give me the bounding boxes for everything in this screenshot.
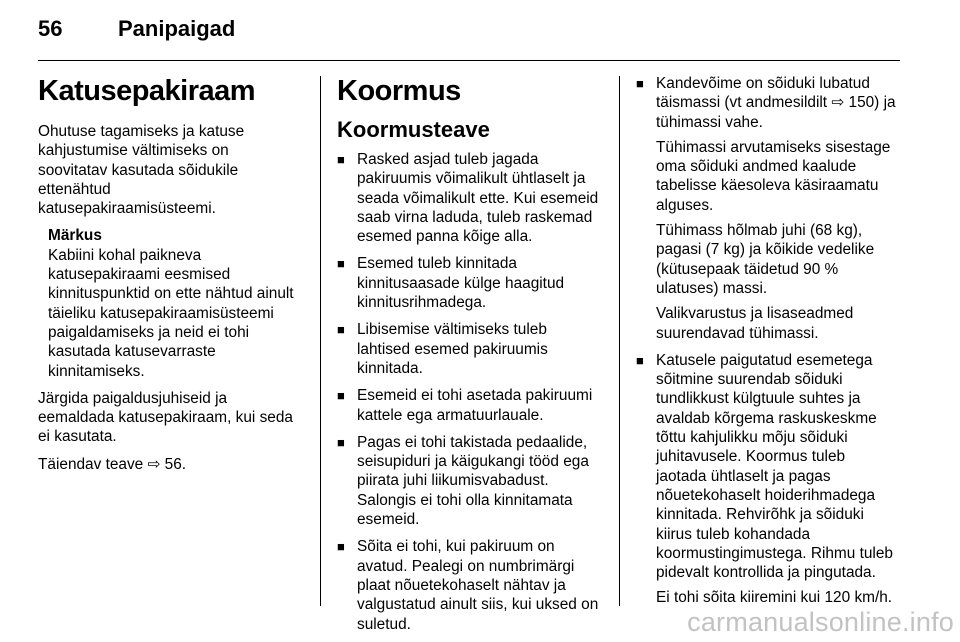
- column-2: [337, 74, 609, 642]
- list-item: ■ Esemeid ei tohi asetada pakiruumi kattele ega armatuurlauale.: [337, 387, 593, 424]
- page-number: 56: [38, 16, 63, 41]
- roof-rack-intro: Ohutuse tagamiseks ja katuse kahjustumise vältimiseks on soovitatav kasutada sõidukile ettenähtud katusepakiraamisüsteemi.: [38, 123, 245, 218]
- column-1: [38, 74, 312, 482]
- more-info-reference: Täiendav teave ⇨ 56.: [38, 455, 187, 473]
- load-heading: Koormus: [337, 75, 461, 107]
- speed-limit-note: Ei tohi sõita kiiremini kui 120 km/h.: [656, 589, 893, 607]
- bullet-icon: ■: [337, 434, 345, 450]
- bullet-icon: ■: [337, 388, 345, 404]
- header-rule: [38, 60, 900, 61]
- list-item: ■ Esemed tuleb kinnitada kinnitusaasade külge haagitud kinnitusrihmadega.: [337, 255, 565, 312]
- install-instructions: Järgida paigaldusjuhiseid ja eemaldada katusepakiraam, kui seda ei kasutata.: [38, 389, 293, 446]
- optional-equipment-note: Valikvarustus ja lisaseadmed suurendavad tühimassi.: [656, 305, 854, 342]
- bullet-icon: ■: [636, 352, 644, 368]
- curb-weight-includes: Tühimass hõlmab juhi (68 kg), pagasi (7 kg) ja kõikide vedelike (kütusepaak täidetud 90 % ulatuses) massi.: [656, 222, 875, 297]
- load-info-subheading: Koormusteave: [337, 117, 490, 142]
- capacity-list: [636, 74, 906, 608]
- list-item: ■ Kandevõime on sõiduki lubatud täismassi (vt andmesildilt ⇨ 150) ja tühimassi vahe. Tühimassi arvutamiseks sisestage oma sõiduki andmed kaalude tabelisse käesoleva käsiraamatu alguses. Tühimass hõlmab juhi (68 kg), pagasi (7 kg) ja kõikide vedelike (kütusepaak täidetud 90 % ulatuses) massi. Valikvarustus ja lisaseadmed suurendavad tühimassi.: [636, 74, 906, 343]
- list-item: ■ Pagas ei tohi takistada pedaalide, seisupiduri ja käigukangi tööd ega piirata juhi liikumisvabadust. Salongis ei tohi olla kinnitamata esemeid.: [337, 433, 589, 529]
- list-item: ■ Sõita ei tohi, kui pakiruum on avatud. Pealegi on numbrimärgi plaat nõuetekohaselt nähtav ja valgustatud ainult siis, kui uksed on suletud.: [337, 538, 599, 633]
- column-divider-1: [320, 76, 321, 606]
- note-block: [38, 226, 312, 380]
- section-title: Panipaigad: [118, 16, 236, 41]
- page-header: [38, 16, 900, 52]
- bullet-icon: ■: [337, 256, 345, 272]
- bullet-icon: ■: [337, 539, 345, 555]
- bullet-icon: ■: [337, 152, 345, 167]
- list-item: ■ Rasked asjad tuleb jagada pakiruumis võimalikult ühtlaselt ja seada võimalikult ette. Kui esemeid saab virna laduda, tuleb raskemad esemed panna kõige alla.: [337, 151, 599, 246]
- note-text: Kabiini kohal paikneva katusepakiraami eesmised kinnituspunktid on ette nähtud ainult täieliku katusepakiraamisüsteemi paigaldamiseks ja neid ei tohi kasutada katusevarraste kinnitamiseks.: [48, 246, 294, 380]
- load-info-list: [337, 150, 609, 634]
- curb-weight-calc: Tühimassi arvutamiseks sisestage oma sõiduki andmed kaalude tabelisse käesoleva käsiraamatu alguses.: [656, 138, 891, 214]
- roof-rack-heading: Katusepakiraam: [38, 75, 256, 107]
- column-3: [636, 74, 906, 616]
- note-title: Märkus: [48, 227, 102, 245]
- bullet-icon: ■: [337, 322, 345, 338]
- list-item: ■ Katusele paigutatud esemetega sõitmine suurendab sõiduki tundlikkust külgtuule suhtes ja avaldab kõrgema raskuskeskme tõttu kahjulikku mõju sõiduki juhitavusele. Koormus tuleb jaotada ühtlaselt ja pagas nõuetekohaselt hoiderihmadega kinnitada. Rehvirõhk ja sõiduki kiirus tuleb kohandada koormustingimustega. Rihmu tuleb pidevalt kontrollida ja pingutada. Ei tohi sõita kiiremini kui 120 km/h.: [636, 351, 906, 608]
- watermark: carmanualsonline.info: [687, 607, 954, 637]
- list-item: ■ Libisemise vältimiseks tuleb lahtised esemed pakiruumis kinnitada.: [337, 321, 548, 377]
- bullet-icon: ■: [636, 76, 644, 91]
- column-divider-2: [619, 76, 620, 606]
